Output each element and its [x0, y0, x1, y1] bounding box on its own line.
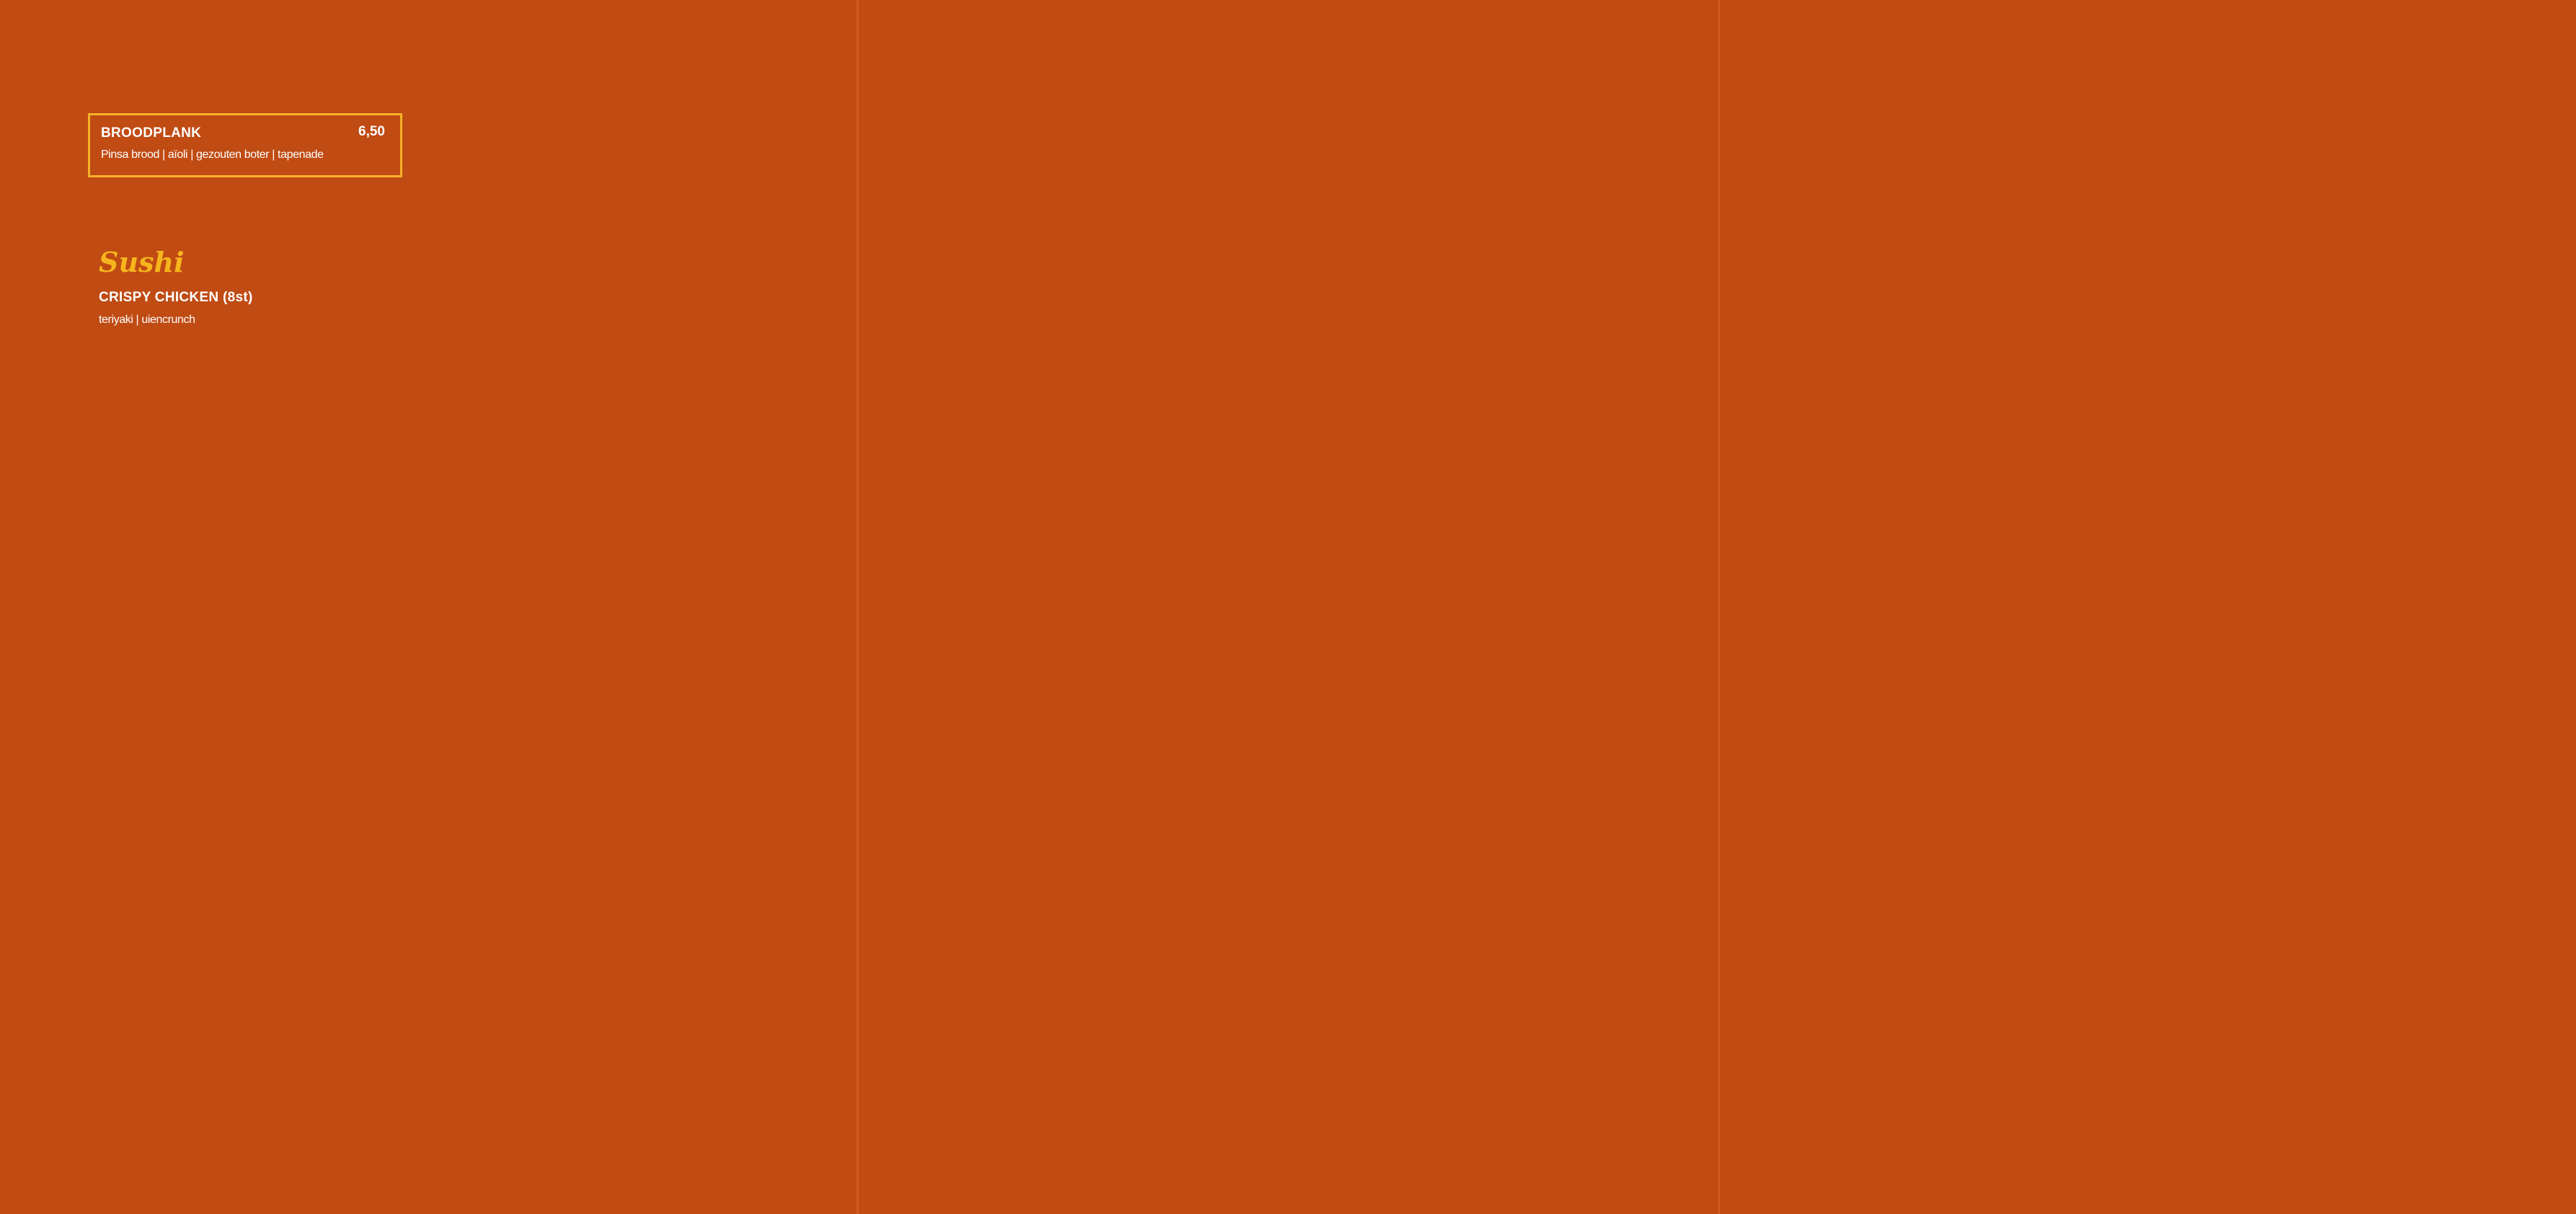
- fold-line: [857, 0, 859, 1214]
- item-desc: Pinsa brood | aïoli | gezouten boter | tapenade: [101, 149, 324, 161]
- fold-line: [1718, 0, 1720, 1214]
- item-name: BROODPLANK: [101, 125, 202, 141]
- item-name: CRISPY CHICKEN (8st): [99, 289, 253, 305]
- sushi-section: [99, 247, 402, 360]
- section-title: Sushi: [99, 246, 185, 278]
- item-desc: teriyaki | uiencrunch: [99, 313, 195, 326]
- item-price: 6,50: [358, 124, 385, 139]
- broodplank-box: [88, 113, 402, 177]
